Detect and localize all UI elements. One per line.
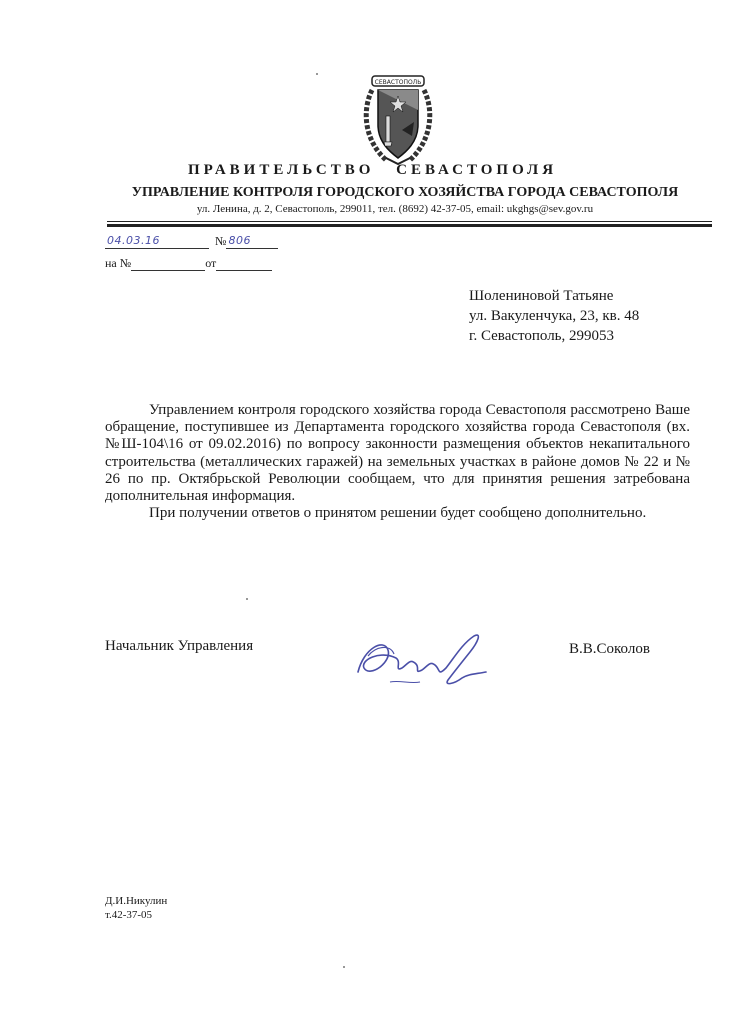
- recipient-block: [469, 286, 639, 346]
- executor-block: [105, 894, 167, 922]
- handwritten-signature: [350, 628, 495, 690]
- header-rule-thick: [107, 224, 712, 227]
- scan-speck: [343, 966, 345, 968]
- outgoing-reference-row: [105, 234, 278, 249]
- signer-name: В.В.Соколов: [569, 641, 650, 657]
- body-paragraph-1: Управлением контроля городского хозяйства города Севастополя рассмотрено Ваше обращение, поступившее из Департамента городского хозяйства города Севастополя (вх. №Ш-104\16 от 09.02.2016) по вопросу законности размещения объектов некапитального строительства (металлических гаражей) на земельных участках в районе домов № 22 и № 26 по пр. Октябрьской Революции сообщаем, что для принятия решения затребована дополнительная информация.: [105, 402, 690, 505]
- scan-speck: [246, 598, 248, 600]
- reply-to-label: на №: [105, 256, 132, 270]
- header-rule-thin: [107, 221, 712, 222]
- department-title: УПРАВЛЕНИЕ КОНТРОЛЯ ГОРОДСКОГО ХОЗЯЙСТВА ГОРОДА СЕВАСТОПОЛЯ: [131, 185, 679, 200]
- reply-reference-row: [105, 256, 272, 271]
- recipient-name: Шолениновой Татьяне: [469, 288, 614, 304]
- signer-position: Начальник Управления: [105, 638, 254, 654]
- outgoing-number-handwritten: 806: [228, 234, 251, 247]
- executor-phone: т.42-37-05: [105, 909, 153, 921]
- emblem-ribbon-text: СЕВАСТОПОЛЬ: [374, 79, 422, 86]
- outgoing-number-field: [226, 235, 278, 249]
- reply-from-date-field: [216, 257, 272, 271]
- outgoing-date-handwritten: 04.03.16: [107, 234, 160, 247]
- outgoing-date-field: [105, 235, 209, 249]
- scan-speck: [316, 73, 318, 75]
- reply-to-number-field: [131, 257, 205, 271]
- reply-from-label: от: [205, 256, 217, 270]
- number-label: №: [215, 234, 227, 248]
- executor-name: Д.И.Никулин: [105, 895, 168, 907]
- government-title: ПРАВИТЕЛЬСТВО СЕВАСТОПОЛЯ: [187, 162, 558, 178]
- body-paragraph-2: При получении ответов о принятом решении будет сообщено дополнительно.: [149, 505, 647, 522]
- recipient-street: ул. Вакуленчука, 23, кв. 48: [469, 308, 640, 324]
- recipient-city: г. Севастополь, 299053: [469, 328, 615, 344]
- sevastopol-coat-of-arms: [358, 70, 438, 166]
- letter-body: [105, 402, 690, 522]
- department-address: ул. Ленина, д. 2, Севастополь, 299011, тел. (8692) 42-37-05, email: ukghgs@sev.gov.ru: [196, 203, 594, 215]
